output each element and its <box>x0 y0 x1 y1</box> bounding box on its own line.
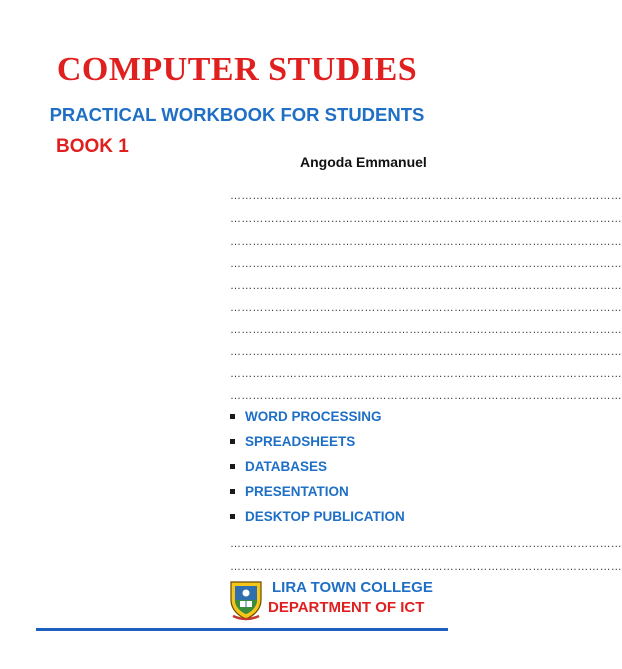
department-name: DEPARTMENT OF ICT <box>268 599 425 616</box>
dotted-line: …………………………………………………………………………………………… <box>230 236 622 248</box>
list-item <box>230 479 405 504</box>
college-name: LIRA TOWN COLLEGE <box>272 579 433 596</box>
list-item <box>230 429 405 454</box>
dotted-line: …………………………………………………………………………………………… <box>230 538 622 550</box>
square-bullet-icon <box>230 514 235 519</box>
topic-label: DESKTOP PUBLICATION <box>245 508 405 524</box>
dotted-line: …………………………………………………………………………………………… <box>230 213 622 225</box>
topic-list <box>230 404 405 529</box>
list-item <box>230 504 405 529</box>
book-number: BOOK 1 <box>56 136 129 157</box>
dotted-line: …………………………………………………………………………………………… <box>230 346 622 358</box>
square-bullet-icon <box>230 439 235 444</box>
dotted-line: …………………………………………………………………………………………… <box>230 190 622 202</box>
square-bullet-icon <box>230 489 235 494</box>
footer-rule <box>36 628 448 631</box>
list-item <box>230 454 405 479</box>
topic-label: PRESENTATION <box>245 483 349 499</box>
dotted-line: …………………………………………………………………………………………… <box>230 302 622 314</box>
topic-label: WORD PROCESSING <box>245 408 382 424</box>
topic-label: SPREADSHEETS <box>245 433 356 449</box>
square-bullet-icon <box>230 464 235 469</box>
dotted-line: …………………………………………………………………………………………… <box>230 324 622 336</box>
dotted-line: …………………………………………………………………………………………… <box>230 390 622 402</box>
author-name: Angoda Emmanuel <box>300 154 427 170</box>
dotted-line: …………………………………………………………………………………………… <box>230 258 622 270</box>
list-item <box>230 404 405 429</box>
topic-label: DATABASES <box>245 458 328 474</box>
dotted-line: …………………………………………………………………………………………… <box>230 368 622 380</box>
cover-subtitle: PRACTICAL WORKBOOK FOR STUDENTS <box>49 104 425 125</box>
square-bullet-icon <box>230 414 235 419</box>
dotted-line: …………………………………………………………………………………………… <box>230 280 622 292</box>
dotted-line: …………………………………………………………………………………………… <box>230 561 622 573</box>
school-crest-icon <box>229 580 263 620</box>
cover-title: COMPUTER STUDIES <box>56 51 418 88</box>
